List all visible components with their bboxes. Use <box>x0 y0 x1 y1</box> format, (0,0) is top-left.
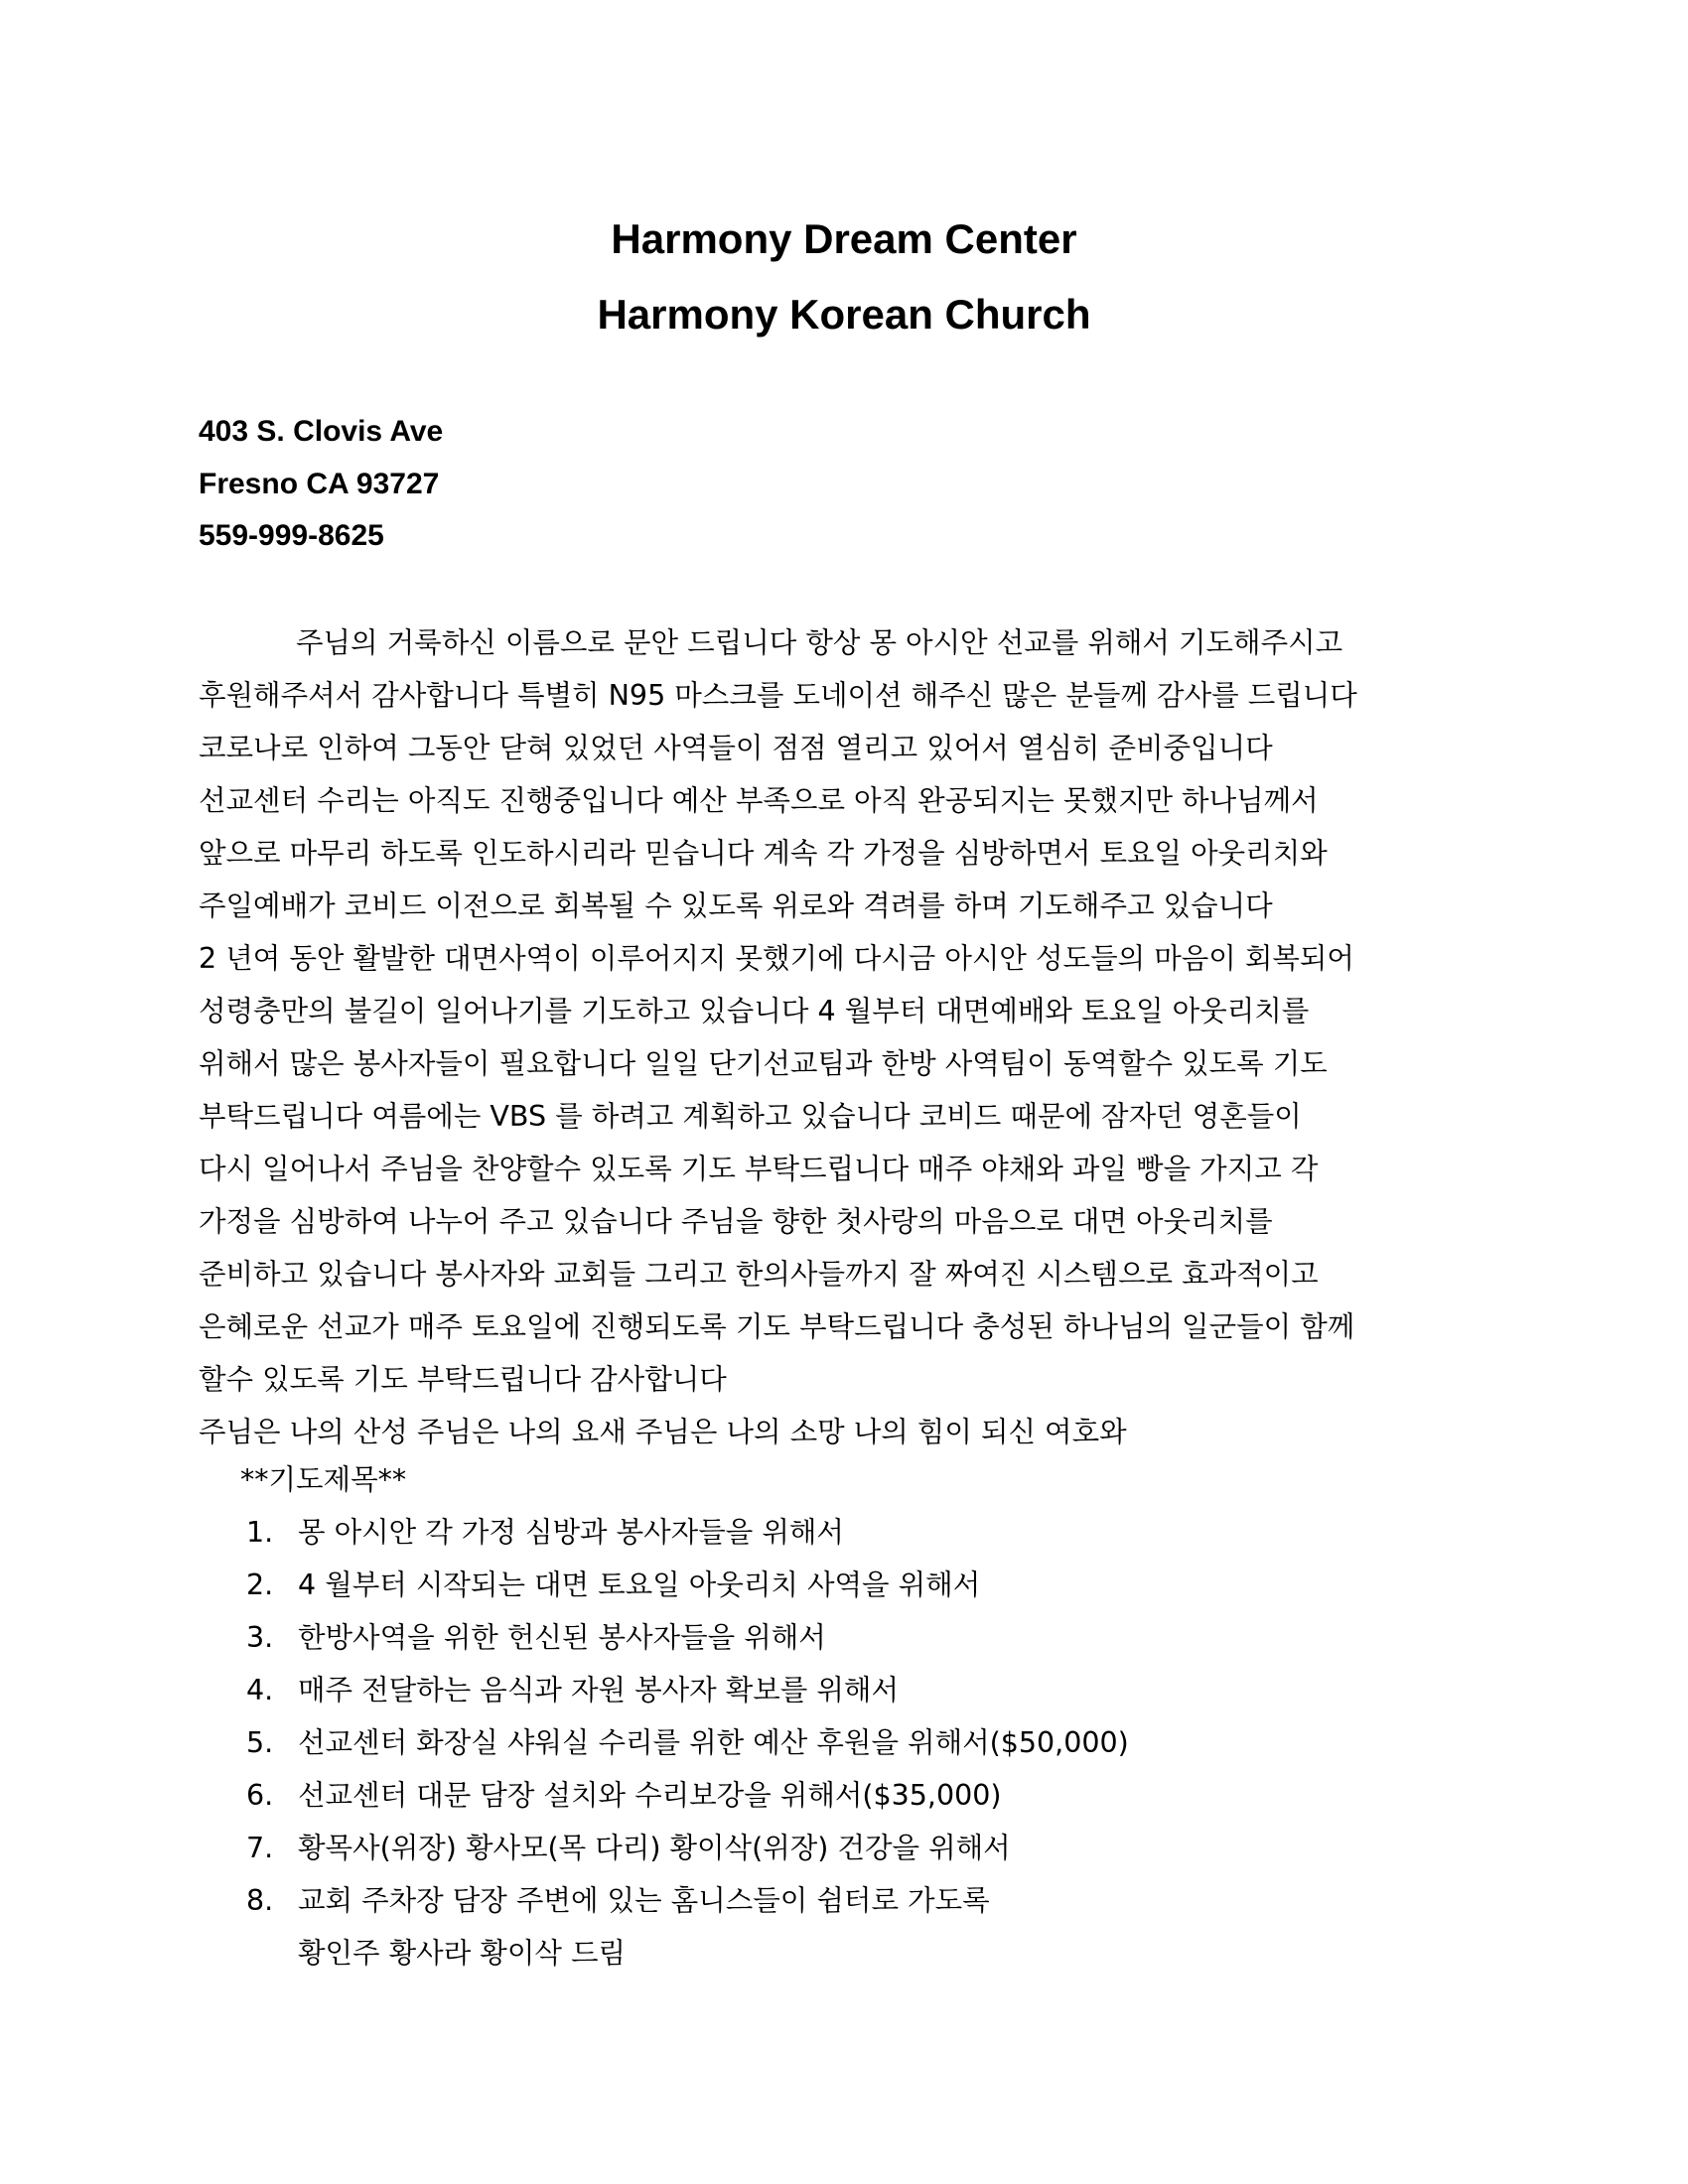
prayer-item-number: 1. <box>246 1516 274 1549</box>
letter-line: 위해서 많은 봉사자들이 필요합니다 일일 단기선교팀과 한방 사역팀이 동역할수 있도록 기도 <box>199 1047 1328 1080</box>
prayer-item-number: 3. <box>246 1621 274 1654</box>
letter-line: 준비하고 있습니다 봉사자와 교회들 그리고 한의사들까지 잘 짜여진 시스템으로 효과적이고 <box>199 1258 1319 1291</box>
prayer-item-text: 매주 전달하는 음식과 자원 봉사자 확보를 위해서 <box>298 1674 899 1706</box>
letter-line: 다시 일어나서 주님을 찬양할수 있도록 기도 부탁드립니다 매주 야채와 과일 빵을 가지고 각 <box>199 1153 1319 1185</box>
prayer-item <box>246 1716 1129 1769</box>
address-phone: 559-999-8625 <box>199 519 384 552</box>
prayer-item-text: 선교센터 대문 담장 설치와 수리보강을 위해서($35,000) <box>298 1779 1002 1812</box>
prayer-item <box>246 1769 1129 1822</box>
prayer-item-text: 황목사(위장) 황사모(목 다리) 황이삭(위장) 건강을 위해서 <box>298 1832 1011 1864</box>
letter-line: 후원해주셔서 감사합니다 특별히 N95 마스크를 도네이션 해주신 많은 분들께 감사를 드립니다 <box>199 679 1357 712</box>
letter-line: 주님은 나의 산성 주님은 나의 요새 주님은 나의 소망 나의 힘이 되신 여호와 <box>199 1416 1127 1448</box>
page-title-center: Harmony Dream Center <box>611 215 1077 262</box>
prayer-item-number: 8. <box>246 1884 274 1917</box>
letter-line: 가정을 심방하여 나누어 주고 있습니다 주님을 향한 첫사랑의 마음으로 대면 아웃리치를 <box>199 1205 1273 1238</box>
prayer-item <box>246 1611 1129 1664</box>
signature-line: 황인주 황사라 황이삭 드림 <box>298 1937 627 1970</box>
letter-line: 2 년여 동안 활발한 대면사역이 이루어지지 못했기에 다시금 아시안 성도들의 마음이 회복되어 <box>199 942 1354 975</box>
letter-line: 성령충만의 불길이 일어나기를 기도하고 있습니다 4 월부터 대면예배와 토요일 아웃리치를 <box>199 995 1310 1027</box>
letter-body <box>199 616 1499 1458</box>
prayer-item <box>246 1822 1129 1874</box>
address-street: 403 S. Clovis Ave <box>199 415 444 448</box>
prayer-item <box>246 1664 1129 1716</box>
prayer-list <box>246 1506 1129 1927</box>
prayer-heading: **기도제목** <box>240 1463 407 1496</box>
page-title-church: Harmony Korean Church <box>597 291 1091 338</box>
prayer-item-text: 교회 주차장 담장 주변에 있는 홈니스들이 쉼터로 가도록 <box>298 1884 990 1917</box>
prayer-item-text: 4 월부터 시작되는 대면 토요일 아웃리치 사역을 위해서 <box>298 1569 981 1601</box>
prayer-item-number: 2. <box>246 1569 274 1601</box>
prayer-item <box>246 1506 1129 1559</box>
prayer-item <box>246 1559 1129 1611</box>
letter-line: 주님의 거룩하신 이름으로 문안 드립니다 항상 몽 아시안 선교를 위해서 기도해주시고 <box>296 626 1343 659</box>
prayer-item <box>246 1874 1129 1927</box>
prayer-item-number: 6. <box>246 1779 274 1812</box>
letter-line: 앞으로 마무리 하도록 인도하시리라 믿습니다 계속 각 가정을 심방하면서 토요일 아웃리치와 <box>199 837 1328 870</box>
letter-line: 코로나로 인하여 그동안 닫혀 있었던 사역들이 점점 열리고 있어서 열심히 준비중입니다 <box>199 732 1273 764</box>
letter-line: 부탁드립니다 여름에는 VBS 를 하려고 계획하고 있습니다 코비드 때문에 잠자던 영혼들이 <box>199 1100 1302 1133</box>
prayer-item-number: 5. <box>246 1726 274 1759</box>
prayer-item-text: 한방사역을 위한 헌신된 봉사자들을 위해서 <box>298 1621 826 1654</box>
prayer-item-number: 4. <box>246 1674 274 1706</box>
address-city: Fresno CA 93727 <box>199 468 440 500</box>
letter-line: 할수 있도록 기도 부탁드립니다 감사합니다 <box>199 1363 727 1396</box>
prayer-item-text: 몽 아시안 각 가정 심방과 봉사자들을 위해서 <box>298 1516 844 1549</box>
letter-line: 은혜로운 선교가 매주 토요일에 진행되도록 기도 부탁드립니다 충성된 하나님의 일군들이 함께 <box>199 1310 1355 1343</box>
letter-line: 주일예배가 코비드 이전으로 회복될 수 있도록 위로와 격려를 하며 기도해주고 있습니다 <box>199 889 1273 922</box>
prayer-item-number: 7. <box>246 1832 274 1864</box>
prayer-item-text: 선교센터 화장실 샤워실 수리를 위한 예산 후원을 위해서($50,000) <box>298 1726 1129 1759</box>
letter-line: 선교센터 수리는 아직도 진행중입니다 예산 부족으로 아직 완공되지는 못했지만 하나님께서 <box>199 784 1319 817</box>
